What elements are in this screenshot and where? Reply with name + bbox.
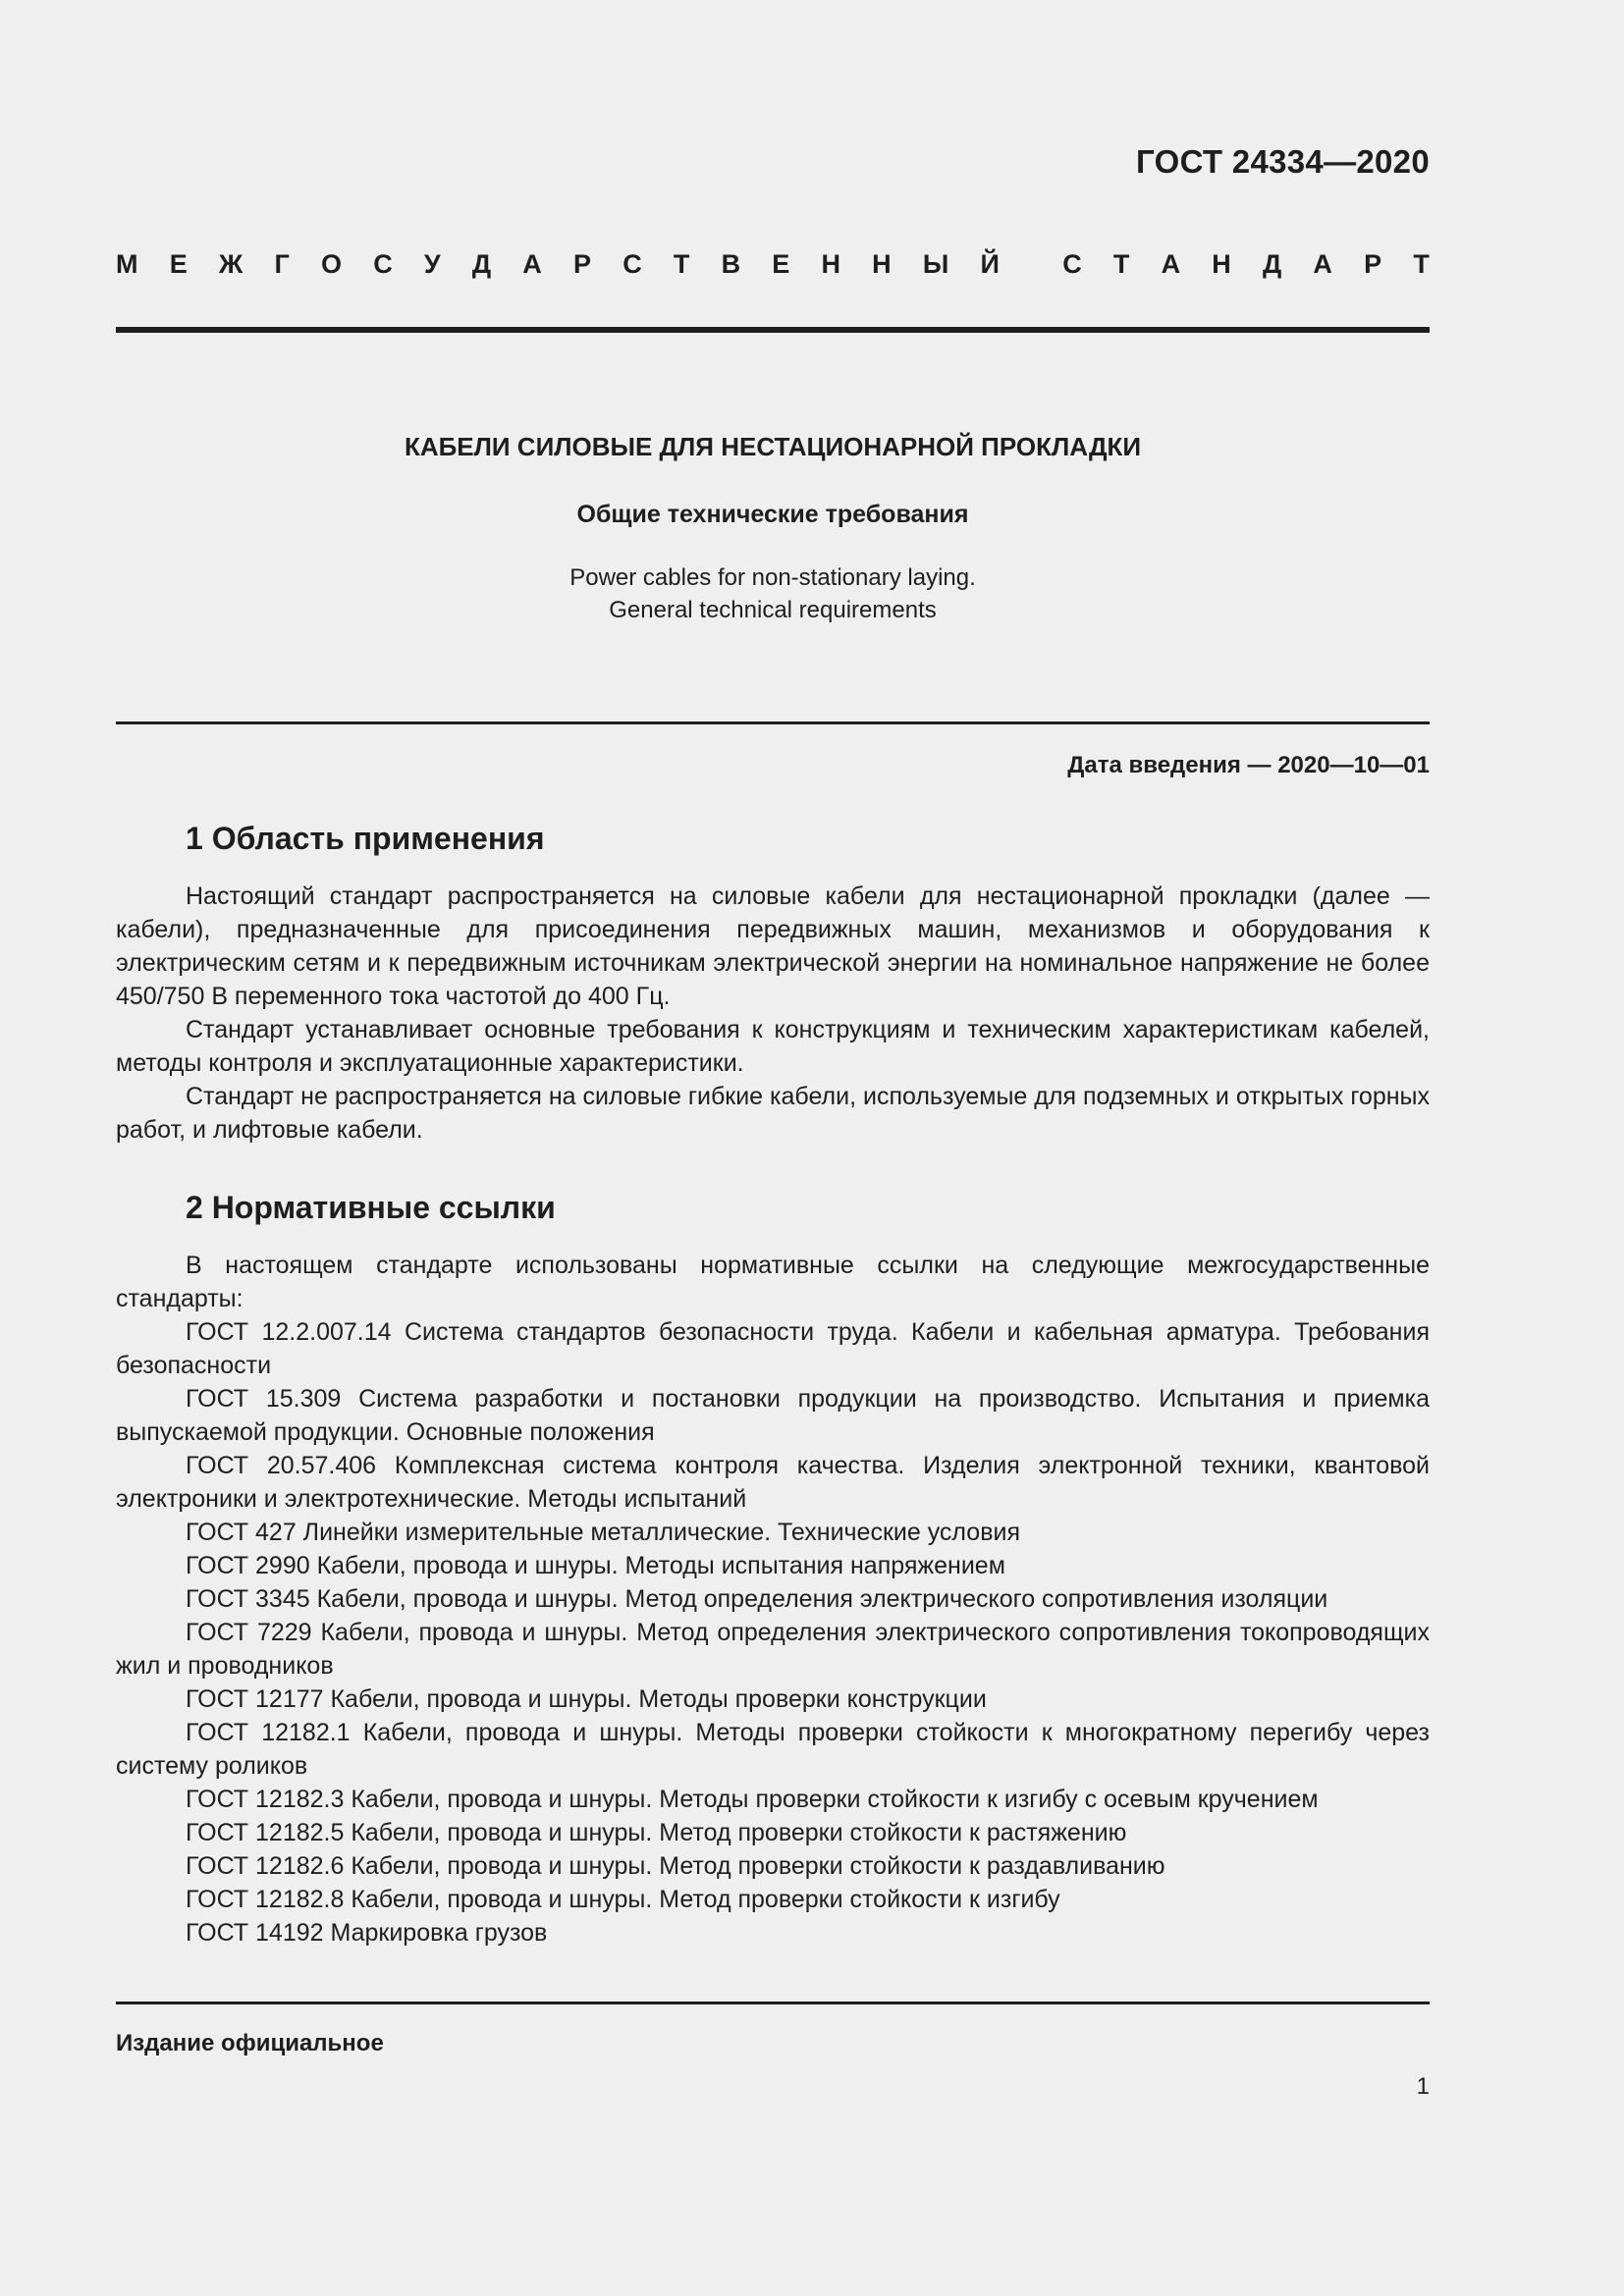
heading-letter: Й bbox=[980, 249, 1000, 279]
reference-item: ГОСТ 2990 Кабели, провода и шнуры. Методы испытания напряжением bbox=[186, 1552, 1005, 1579]
heading-letter: С bbox=[623, 249, 642, 279]
heading-letter: Ы bbox=[922, 249, 949, 279]
reference-item: ГОСТ 15.309 Система разработки и постановки продукции на производство. Испытания и приемка выпускаемой продукции. Основные положения bbox=[116, 1385, 1430, 1446]
heading-letter: А bbox=[1313, 249, 1332, 279]
section-heading-references: 2 Нормативные ссылки bbox=[186, 1190, 556, 1225]
paragraph: Стандарт не распространяется на силовые гибкие кабели, используемые для подземных и открытых горных работ, и лифтовые кабели. bbox=[116, 1083, 1430, 1144]
document-title: КАБЕЛИ СИЛОВЫЕ ДЛЯ НЕСТАЦИОНАРНОЙ ПРОКЛАДКИ bbox=[404, 432, 1142, 461]
heading-letter: Ж bbox=[218, 249, 244, 279]
gost-number: ГОСТ 24334—2020 bbox=[1136, 143, 1430, 180]
reference-item: ГОСТ 7229 Кабели, провода и шнуры. Метод определения электрического сопротивления токопроводящих жил и проводников bbox=[116, 1619, 1430, 1680]
heading-letter: Т bbox=[1112, 249, 1130, 279]
english-title-line: General technical requirements bbox=[609, 597, 937, 623]
heading-letter: В bbox=[721, 249, 741, 279]
reference-item: ГОСТ 20.57.406 Комплексная система контроля качества. Изделия электронной техники, квантовой электроники и электротехнические. Методы испытаний bbox=[116, 1452, 1430, 1513]
heading-letter: Е bbox=[772, 249, 790, 279]
heading-letter: А bbox=[522, 249, 542, 279]
reference-item: ГОСТ 12182.3 Кабели, провода и шнуры. Методы проверки стойкости к изгибу с осевым кручением bbox=[186, 1786, 1319, 1813]
header-divider bbox=[116, 327, 1430, 333]
page-number: 1 bbox=[1416, 2073, 1430, 2100]
reference-item: ГОСТ 12182.6 Кабели, провода и шнуры. Метод проверки стойкости к раздавливанию bbox=[186, 1852, 1165, 1880]
heading-letter: У bbox=[423, 249, 441, 279]
paragraph: В настоящем стандарте использованы нормативные ссылки на следующие межгосударственные стандарты: bbox=[116, 1252, 1430, 1312]
heading-letter: Н bbox=[1212, 249, 1231, 279]
reference-item: ГОСТ 12.2.007.14 Система стандартов безопасности труда. Кабели и кабельная арматура. Требования безопасности bbox=[116, 1318, 1430, 1379]
heading-letter: О bbox=[320, 249, 342, 279]
reference-item: ГОСТ 14192 Маркировка грузов bbox=[186, 1919, 548, 1947]
reference-item: ГОСТ 12182.5 Кабели, провода и шнуры. Метод проверки стойкости к растяжению bbox=[186, 1819, 1127, 1846]
heading-letter: Р bbox=[572, 249, 591, 279]
heading-letter: Н bbox=[821, 249, 840, 279]
reference-item: ГОСТ 3345 Кабели, провода и шнуры. Метод определения электрического сопротивления изоляции bbox=[186, 1585, 1328, 1613]
paragraph: Стандарт устанавливает основные требования к конструкциям и техническим характеристикам кабелей, методы контроля и эксплуатационные характеристики. bbox=[116, 1016, 1430, 1077]
footer-divider bbox=[116, 2002, 1430, 2004]
english-title-line: Power cables for non-stationary laying. bbox=[569, 564, 976, 591]
introduction-date: Дата введения — 2020—10—01 bbox=[1067, 752, 1430, 778]
heading-letter: Д bbox=[471, 249, 492, 279]
heading-letter: С bbox=[373, 249, 393, 279]
official-edition-label: Издание официальное bbox=[116, 2030, 384, 2056]
interstate-standard-heading bbox=[116, 249, 1430, 280]
section-heading-scope: 1 Область применения bbox=[186, 821, 545, 856]
reference-item: ГОСТ 427 Линейки измерительные металлические. Технические условия bbox=[186, 1519, 1020, 1546]
heading-letter: А bbox=[1161, 249, 1181, 279]
section-body-scope bbox=[116, 880, 1430, 1147]
section-body-references bbox=[116, 1249, 1430, 1949]
heading-letter: Р bbox=[1364, 249, 1382, 279]
heading-letter: Г bbox=[274, 249, 290, 279]
heading-letter: Е bbox=[169, 249, 188, 279]
document-subtitle: Общие технические требования bbox=[576, 501, 969, 528]
reference-item: ГОСТ 12182.8 Кабели, провода и шнуры. Метод проверки стойкости к изгибу bbox=[186, 1886, 1060, 1913]
heading-letter: Т bbox=[1413, 249, 1430, 279]
heading-letter: Т bbox=[673, 249, 690, 279]
reference-item: ГОСТ 12182.1 Кабели, провода и шнуры. Методы проверки стойкости к многократному перегибу через систему роликов bbox=[116, 1719, 1430, 1780]
reference-item: ГОСТ 12177 Кабели, провода и шнуры. Методы проверки конструкции bbox=[186, 1685, 987, 1713]
title-divider bbox=[116, 721, 1430, 724]
english-title bbox=[116, 561, 1430, 626]
heading-letter: Н bbox=[872, 249, 892, 279]
heading-letter: М bbox=[116, 249, 138, 279]
heading-letter: С bbox=[1062, 249, 1082, 279]
paragraph: Настоящий стандарт распространяется на силовые кабели для нестационарной прокладки (далее — кабели), предназначенные для присоединения передвижных машин, механизмов и оборудования к электрическим сетям и к передвижным источникам электрической энергии на номинальное напряжение не более 450/750 В переменного тока частотой до 400 Гц. bbox=[116, 882, 1430, 1010]
heading-letter: Д bbox=[1262, 249, 1282, 279]
